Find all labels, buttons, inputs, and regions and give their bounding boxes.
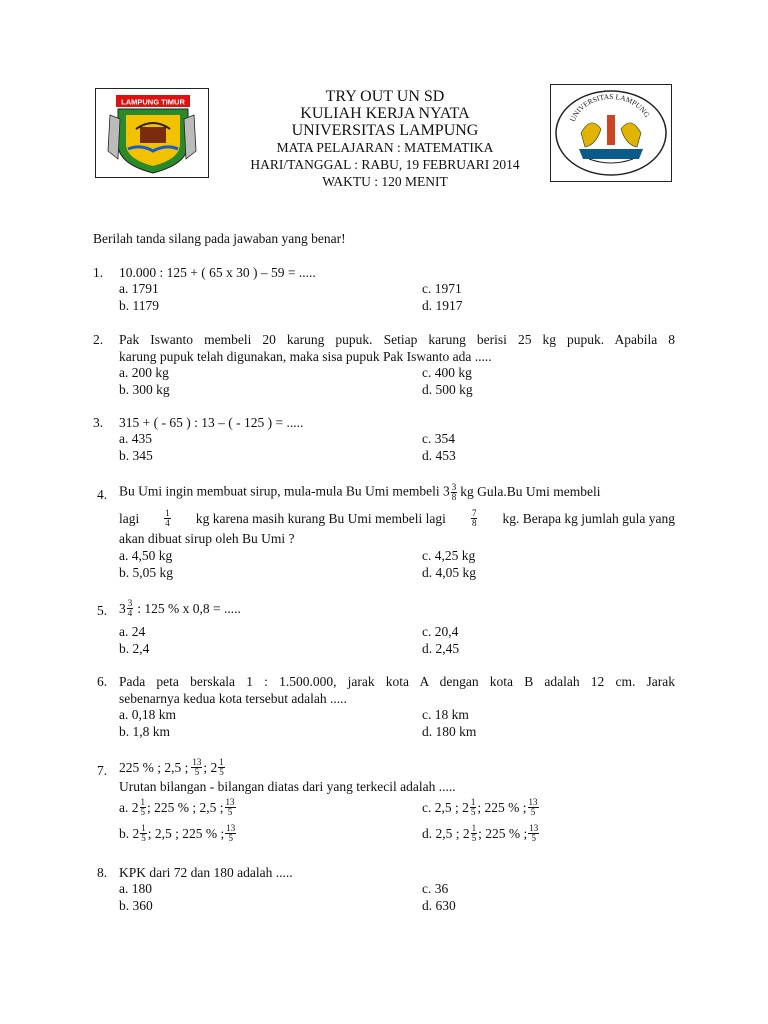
q4-option-d[interactable]: d. 4,05 kg xyxy=(422,565,476,580)
q7-c-fraction-1-5: $\frac{1}{5}$ xyxy=(470,797,476,817)
q1-option-c[interactable]: c. 1971 xyxy=(422,281,462,296)
q2-option-b[interactable]: b. 300 kg xyxy=(119,382,170,397)
q5-number: 5. xyxy=(97,603,108,618)
header-title-2: KULIAH KERJA NYATA xyxy=(300,105,470,122)
q7-d-fraction-13-5: $\frac{13}{5}$ xyxy=(529,823,539,843)
q6-option-b[interactable]: b. 1,8 km xyxy=(119,724,171,739)
q4-number: 4. xyxy=(97,487,108,502)
q5-fraction-3-4: $\frac{3}{4}$ xyxy=(127,598,133,618)
q4-question-line-1 xyxy=(119,483,675,502)
q6-question-line-1: Pada peta berskala 1 : 1.500.000, jarak kota A dengan kota B adalah 12 cm. Jarak xyxy=(119,674,675,689)
q7-fraction-1-5: $\frac{1}{5}$ xyxy=(219,757,224,777)
header-title-3: UNIVERSITAS LAMPUNG xyxy=(291,122,479,139)
q7-c-fraction-13-5: $\frac{13}{5}$ xyxy=(528,797,538,817)
q8-option-d[interactable]: d. 630 xyxy=(422,898,456,913)
q7-d-fraction-1-5: $\frac{1}{5}$ xyxy=(471,823,477,843)
q4-fraction-3-8: $\frac{3}{8}$ xyxy=(451,482,457,502)
q4-line2-part-c: kg. Berapa kg jumlah gula yang xyxy=(502,510,675,526)
q3-number: 3. xyxy=(93,415,104,430)
q7-question-line-2: Urutan bilangan - bilangan diatas dari yang terkecil adalah ..... xyxy=(119,779,456,794)
q8-question: KPK dari 72 dan 180 adalah ..... xyxy=(119,865,293,880)
q8-option-c[interactable]: c. 36 xyxy=(422,881,449,896)
q4-line2-part-a: lagi xyxy=(119,510,140,526)
q5-option-a[interactable]: a. 24 xyxy=(119,624,146,639)
q4-option-a[interactable]: a. 4,50 kg xyxy=(119,548,173,563)
q4-option-c[interactable]: c. 4,25 kg xyxy=(422,548,476,563)
q7-fraction-13-5: $\frac{13}{5}$ xyxy=(192,757,202,777)
q5-question xyxy=(119,599,241,618)
q3-option-b[interactable]: b. 345 xyxy=(119,448,153,463)
q3-question: 315 + ( - 65 ) : 13 – ( - 125 ) = ..... xyxy=(119,415,304,430)
q2-number: 2. xyxy=(93,332,104,347)
q8-option-a[interactable]: a. 180 xyxy=(119,881,152,896)
q7-b-fraction-1-5: $\frac{1}{5}$ xyxy=(141,823,146,843)
q7-question-line-1 xyxy=(119,758,226,777)
q7-number: 7. xyxy=(97,763,108,778)
q4-line1-part-b: kg Gula.Bu Umi membeli xyxy=(460,483,601,499)
q6-option-d[interactable]: d. 180 km xyxy=(422,724,477,739)
q6-option-a[interactable]: a. 0,18 km xyxy=(119,707,176,722)
q2-option-d[interactable]: d. 500 kg xyxy=(422,382,473,397)
lampung-timur-logo xyxy=(95,88,209,178)
header-time: WAKTU : 120 MENIT xyxy=(322,174,448,189)
q5-rest: : 125 % x 0,8 = ..... xyxy=(137,600,241,616)
q1-option-b[interactable]: b. 1179 xyxy=(119,298,159,313)
q7-option-b[interactable]: b. 2 $\frac{1}{5}$ ; 2,5 ; 225 % ; $\frac{13}{5}$ xyxy=(119,823,236,843)
q7-a-fraction-13-5: $\frac{13}{5}$ xyxy=(225,797,235,817)
q5-option-b[interactable]: b. 2,4 xyxy=(119,641,150,656)
q8-option-b[interactable]: b. 360 xyxy=(119,898,153,913)
q2-option-a[interactable]: a. 200 kg xyxy=(119,365,169,380)
q6-question-line-2: sebenarnya kedua kota tersebut adalah ..... xyxy=(119,691,347,706)
q1-question: 10.000 : 125 + ( 65 x 30 ) – 59 = ..... xyxy=(119,265,316,280)
header-title-1: TRY OUT UN SD xyxy=(325,88,445,105)
q2-option-c[interactable]: c. 400 kg xyxy=(422,365,472,380)
q4-question-line-3: akan dibuat sirup oleh Bu Umi ? xyxy=(119,531,295,546)
q4-line2-part-b: kg karena masih kurang Bu Umi membeli lagi xyxy=(195,510,446,526)
q2-question-line-1: Pak Iswanto membeli 20 karung pupuk. Setiap karung berisi 25 kg pupuk. Apabila 8 xyxy=(119,332,675,347)
header-date: HARI/TANGGAL : RABU, 19 FEBRUARI 2014 xyxy=(250,157,520,172)
instruction-text: Berilah tanda silang pada jawaban yang benar! xyxy=(93,231,346,246)
svg-text:UNIVERSITAS LAMPUNG: UNIVERSITAS LAMPUNG xyxy=(567,91,652,124)
q4-fraction-1-4: $\frac{1}{4}$ xyxy=(165,508,170,528)
q7-part-1: 225 % ; 2,5 ; xyxy=(119,759,189,775)
q5-option-c[interactable]: c. 20,4 xyxy=(422,624,459,639)
q1-option-d[interactable]: d. 1917 xyxy=(422,298,463,313)
q7-option-d[interactable]: d. 2,5 ; 2 $\frac{1}{5}$ ; 225 % ; $\frac{13}{5}$ xyxy=(422,823,539,843)
q7-part-2: ; 2 xyxy=(203,759,218,775)
lampung-timur-emblem-icon xyxy=(96,89,208,177)
header-subject: MATA PELAJARAN : MATEMATIKA xyxy=(276,140,494,155)
q8-number: 8. xyxy=(97,865,108,880)
exam-header xyxy=(230,88,540,190)
unila-emblem-icon xyxy=(551,85,671,181)
q2-question-line-2: karung pupuk telah digunakan, maka sisa pupuk Pak Iswanto ada ..... xyxy=(119,349,492,364)
q3-option-d[interactable]: d. 453 xyxy=(422,448,456,463)
q4-line1-part-a: Bu Umi ingin membuat sirup, mula-mula Bu Umi membeli 3 xyxy=(119,483,450,499)
svg-text:LAMPUNG TIMUR: LAMPUNG TIMUR xyxy=(121,97,185,107)
q6-option-c[interactable]: c. 18 km xyxy=(422,707,469,722)
q5-option-d[interactable]: d. 2,45 xyxy=(422,641,460,656)
q7-option-c[interactable]: c. 2,5 ; 2 $\frac{1}{5}$ ; 225 % ; $\frac{13}{5}$ xyxy=(422,797,538,817)
q4-fraction-7-8: $\frac{7}{8}$ xyxy=(471,508,477,528)
q7-option-a[interactable]: a. 2 $\frac{1}{5}$ ; 225 % ; 2,5 ; $\frac{13}{5}$ xyxy=(119,797,235,817)
q6-number: 6. xyxy=(97,674,108,689)
q4-question-line-2 xyxy=(119,509,675,528)
q7-b-fraction-13-5: $\frac{13}{5}$ xyxy=(226,823,236,843)
q1-number: 1. xyxy=(93,265,104,280)
q3-option-c[interactable]: c. 354 xyxy=(422,431,455,446)
q1-option-a[interactable]: a. 1791 xyxy=(119,281,159,296)
q7-a-fraction-1-5: $\frac{1}{5}$ xyxy=(140,797,145,817)
q4-option-b[interactable]: b. 5,05 kg xyxy=(119,565,173,580)
universitas-lampung-logo xyxy=(550,84,672,182)
q3-option-a[interactable]: a. 435 xyxy=(119,431,152,446)
q5-whole: 3 xyxy=(119,600,126,616)
